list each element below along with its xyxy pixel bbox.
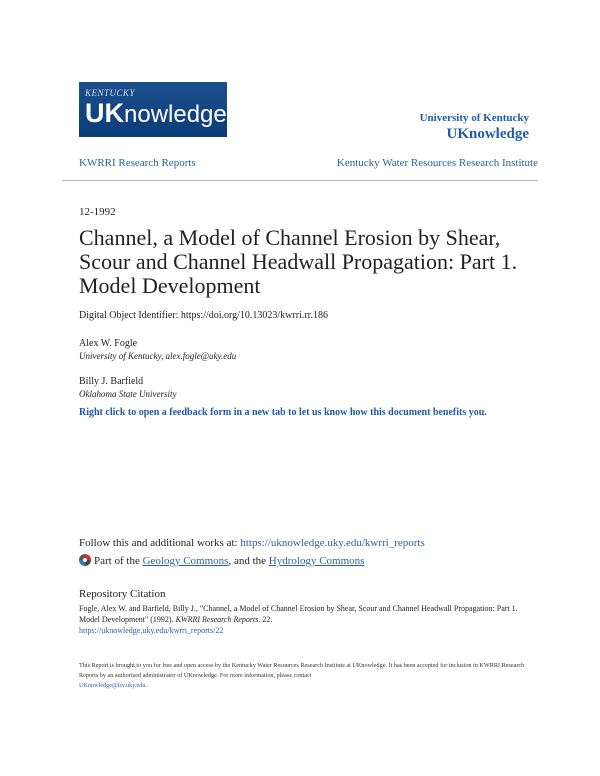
doi-text[interactable]: Digital Object Identifier: https://doi.org/10.13023/kwrri.rr.186 [79, 310, 328, 321]
hydrology-commons-link[interactable]: Hydrology Commons [268, 555, 365, 567]
document-title: Channel, a Model of Channel Erosion by Shear, Scour and Channel Headwall Propagation: Part 1. Model Development [79, 225, 518, 298]
logo-uk: UK [85, 98, 124, 128]
logo-wordmark [85, 98, 227, 130]
footer-text: This Report is brought to you for free and open access by the Kentucky Water Resources Research Institute at UKnowledge. It has been accepted for inclusion in KWRRI Research Reports by an authorized administrator of UKnowledge. For more information, please contact [79, 662, 525, 679]
nav-kwrri-reports-link[interactable]: KWRRI Research Reports [79, 157, 196, 169]
follow-url-link[interactable]: https://uknowledge.uky.edu/kwrri_reports [240, 537, 425, 549]
footer-notice [79, 661, 539, 691]
part-of-text: Part of the [94, 555, 143, 567]
brand-block [420, 111, 529, 143]
header-divider [62, 180, 538, 181]
geology-commons-link[interactable]: Geology Commons [142, 555, 229, 567]
citation-series: KWRRI Research Reports [175, 615, 259, 624]
citation-body [79, 603, 539, 636]
follow-text: Follow this and additional works at: [79, 537, 241, 549]
citation-text: Fogle, Alex W. and Barfield, Billy J., "Channel, a Model of Channel Erosion by Shear, Scour and Channel Headwall Propagation: Part 1. Model Development" (1992). [79, 604, 518, 624]
follow-line [79, 537, 425, 549]
part-of-line [79, 554, 364, 567]
author-2-affiliation: Oklahoma State University [79, 389, 177, 399]
footer-end: . [145, 682, 147, 689]
citation-heading: Repository Citation [79, 588, 166, 600]
author-1-name: Alex W. Fogle [79, 338, 138, 349]
and-the-text: , and the [228, 555, 269, 567]
logo-nowledge: nowledge [124, 101, 227, 128]
brand-uknowledge[interactable]: UKnowledge [446, 126, 529, 142]
author-2 [79, 375, 176, 401]
author-2-name: Billy J. Barfield [79, 376, 144, 387]
nav-institute-link[interactable]: Kentucky Water Resources Research Institute [336, 157, 538, 169]
citation-number: . 22. [258, 615, 273, 624]
brand-university[interactable]: University of Kentucky [419, 112, 529, 124]
author-1-affiliation: University of Kentucky, alex.fogle@uky.edu [79, 351, 237, 361]
uknowledge-logo[interactable] [79, 82, 227, 137]
author-1 [79, 337, 236, 363]
citation-url-link[interactable]: https://uknowledge.uky.edu/kwrri_reports/22 [79, 626, 224, 635]
feedback-link[interactable]: Right click to open a feedback form in a new tab to let us know how this document benefits you. [79, 407, 487, 418]
footer-email-link[interactable]: UKnowledge@lsv.uky.edu [79, 682, 146, 689]
publication-date: 12-1992 [79, 206, 116, 218]
network-commons-icon [79, 554, 91, 566]
logo-kentucky-text: KENTUCKY [85, 88, 136, 98]
